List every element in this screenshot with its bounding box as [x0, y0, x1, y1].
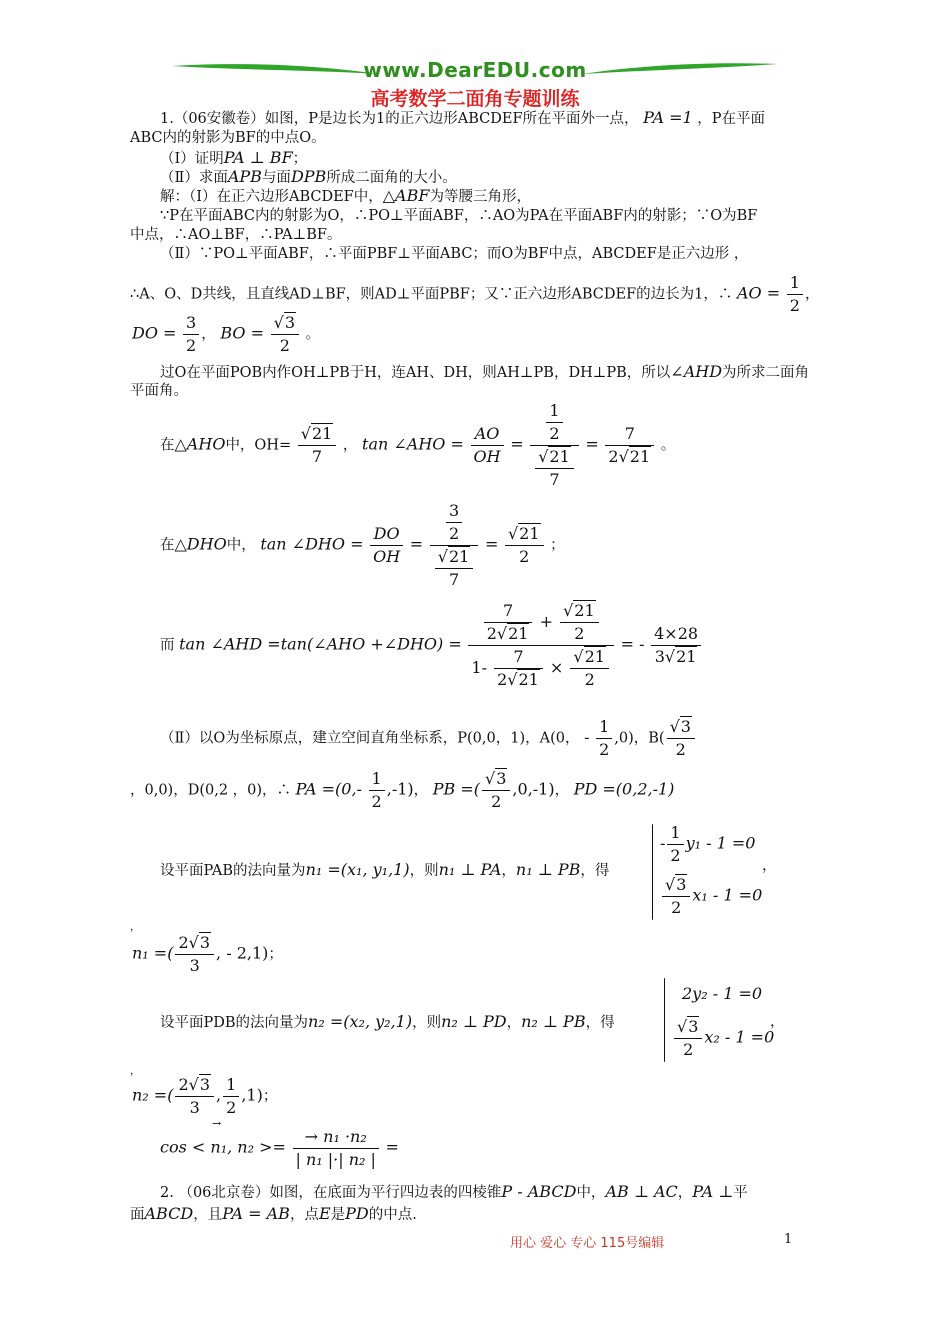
sol-text: ，: [804, 286, 820, 303]
sol-math: BO =: [220, 323, 265, 343]
fraction: $\frac{4\times 28}{3√21}$: [651, 623, 701, 668]
sol-text: （Ⅱ）以O为坐标原点，建立空间直角坐标系，P(0,0，1)，A(0，: [160, 730, 580, 747]
sol-text: 设平面PDB的法向量为: [160, 1015, 309, 1031]
eq-math: 1-: [471, 658, 487, 677]
sol-math: cos < n₁, n₂ >=: [160, 1137, 286, 1157]
sol-math: DO =: [132, 323, 177, 343]
sol-text: 。: [305, 326, 321, 343]
sol-math: △ABF: [382, 186, 430, 205]
sol-line4: （Ⅱ）∵PO⊥平面ABF，∴平面PBF⊥平面ABC；而O为BF中点，ABCDEF是正六边形 ，: [160, 246, 749, 262]
sol-math: n₁ ⊥ PA: [438, 860, 502, 879]
fraction: $\frac{√21}{7}$: [535, 446, 574, 491]
sol-line3: 中点，∴AO⊥BF，∴PA⊥BF。: [130, 227, 342, 243]
coord-line1: [160, 716, 697, 761]
sqrt: √3: [677, 1017, 699, 1036]
sol-math: n₁ =(x₁, y₁,1): [305, 860, 410, 879]
sol-math: n₂ =(x₂, y₂,1): [308, 1012, 413, 1031]
sol-math: ,1): [241, 1085, 263, 1105]
q2-text: 的中点.: [368, 1207, 417, 1223]
eq-text: 中，: [226, 537, 256, 554]
fraction: $\frac{1}{2}$: [596, 716, 612, 761]
sol-text: ，: [554, 782, 570, 799]
fraction: $\frac{1}{2}$: [369, 768, 385, 813]
eq-text: ；: [550, 537, 565, 554]
sol-text: ，: [201, 326, 216, 343]
fraction: $\frac{√21}{2}$: [560, 600, 599, 645]
fraction: $\frac{DO}{OH}$: [370, 523, 403, 568]
sol-math: y₁ - 1 =0: [685, 833, 756, 853]
eq-math: △DHO: [174, 534, 227, 554]
sqrt: √21: [573, 647, 605, 666]
sol-text: 设平面PAB的法向量为: [160, 863, 306, 879]
sol-text: ，则: [409, 863, 439, 879]
sol-math: , - 2,1): [216, 943, 269, 963]
eq-tan-dho: [160, 500, 565, 591]
n2-mark: ，: [130, 1066, 140, 1077]
q1-text: ；: [292, 151, 308, 167]
q2-text: 是: [330, 1207, 346, 1223]
sol-text: ,0)，B(: [614, 730, 665, 747]
sol-math: ,-1): [386, 779, 414, 799]
site-header: [170, 58, 780, 86]
fraction: $\frac{7}{2√21}$: [484, 600, 533, 645]
sol-math: x₁ - 1 =0: [692, 885, 763, 905]
eq-text: 而: [160, 637, 175, 654]
sol-text: ，: [413, 782, 429, 799]
eq-math: ×: [549, 658, 564, 677]
sol-math: x₂ - 1 =0: [704, 1027, 775, 1047]
sol-math: 2y₂ - 1 =0: [682, 984, 763, 1003]
sol-text: 为等腰三角形，: [429, 189, 531, 205]
n2-eq1: [682, 984, 762, 1005]
page-number: 1: [784, 1232, 793, 1247]
fraction: $\frac{√3}{2}$: [482, 768, 510, 813]
sol-text: ，得: [585, 1015, 615, 1031]
fraction: $\frac{3}{2}$: [183, 312, 199, 357]
sol-text: ，则: [412, 1015, 442, 1031]
sol-math: =: [385, 1137, 399, 1157]
fraction: $\frac{√21}{2}$: [505, 523, 544, 568]
vector-arrow: →: [212, 1117, 222, 1130]
n2-result: [132, 1074, 277, 1119]
fraction: $\frac{2√3}{3}$: [175, 1074, 214, 1119]
n2-line: [160, 1012, 615, 1033]
sol-text: 解：（Ⅰ）在正六边形ABCDEF中，: [160, 189, 383, 205]
q1-text: 所成二面角的大小。: [326, 170, 457, 186]
n1-eq2: [660, 874, 762, 919]
sqrt: √3: [188, 1075, 211, 1094]
sol-line7: [160, 362, 809, 383]
coord-line2: [130, 768, 674, 813]
fraction: [468, 600, 614, 691]
page-title: 高考数学二面角专题训练: [370, 88, 580, 110]
site-url: www.DearEDU.com: [363, 58, 587, 82]
q1-text: （Ⅱ）求面: [160, 170, 228, 186]
system-brace: [664, 978, 665, 1062]
sol-text: ；: [268, 946, 283, 963]
sol-math: PD =(0,2,-1): [573, 779, 675, 799]
sqrt: √3: [273, 313, 296, 332]
eq-math: =: [510, 434, 524, 454]
q1-math: PA ⊥ BF: [223, 148, 293, 167]
eq-math: =: [484, 534, 499, 554]
q1-math: DPB: [290, 167, 327, 186]
fraction: $\frac{7}{2√21}$: [605, 423, 654, 468]
sqrt: √3: [665, 875, 687, 894]
n1-result: [132, 932, 283, 977]
q2-math: P - ABCD: [501, 1182, 577, 1201]
fraction: $\frac{1}{2}$: [667, 822, 683, 867]
sqrt: √3: [188, 933, 211, 952]
n2-eq2: [672, 1016, 774, 1061]
sol-text: ，得: [580, 863, 610, 879]
q2-text: ，且: [193, 1207, 223, 1223]
eq-math: tan ∠AHD =tan(∠AHO +∠DHO) =: [179, 634, 462, 654]
q2-math: PA = AB: [222, 1204, 290, 1223]
fraction: $\frac{AO}{OH}$: [471, 423, 504, 468]
eq-math: △AHO: [174, 434, 226, 454]
sol-line5: [130, 272, 819, 317]
q2-text: 面: [130, 1207, 145, 1223]
q1-part1: [160, 148, 307, 169]
sqrt: √21: [437, 547, 470, 566]
fraction: $\frac{√3}{2}$: [662, 874, 690, 919]
sol-text: 过O在平面POB内作OH⊥PB于H，连AH、DH，则AH⊥PB，DH⊥PB，所以: [160, 365, 671, 381]
eq-text: 。: [660, 437, 676, 454]
q2-line2: [130, 1204, 417, 1225]
q2-math: PD: [345, 1204, 369, 1223]
fraction: $\frac{√3}{2}$: [674, 1016, 702, 1061]
q1-math: PA =1: [643, 108, 693, 127]
q1-math: APB: [227, 167, 262, 186]
eq-math: =: [585, 434, 599, 454]
fraction: $\frac{\text{→ n₁ ·n₂}}{\text{| n₁ |·| n₂ |}}$: [293, 1126, 379, 1171]
sol-text: ；: [262, 1088, 278, 1105]
q2-math: PA ⊥: [692, 1182, 734, 1201]
sol-math: -: [584, 727, 590, 747]
fraction: $\frac{√21}{7}$: [298, 423, 337, 468]
sol-math: n₁ =(: [132, 943, 174, 963]
sol-text: ∴A、O、D共线，且直线AD⊥BF，则AD⊥平面PBF；又∵正六边形ABCDEF的边长为1，∴: [130, 286, 733, 303]
fraction: [430, 500, 479, 591]
eq-math: = -: [620, 634, 645, 654]
sol-math: n₂ ⊥ PD: [441, 1012, 507, 1031]
q2-line1: [160, 1182, 748, 1203]
sol-line8: 平面角。: [130, 383, 188, 399]
page-footer: 用心 爱心 专心 115号编辑: [510, 1236, 665, 1251]
sol-math: n₁ ⊥ PB: [515, 860, 581, 879]
eq-math: +: [539, 612, 553, 631]
q1-line2: ABC内的射影为BF的中点O。: [130, 130, 326, 146]
eq-text: 中，OH=: [225, 437, 292, 454]
fraction: $\frac{√21}{2}$: [570, 646, 609, 691]
fraction: $\frac{2√3}{3}$: [175, 932, 214, 977]
sol-math: PA =(0,-: [295, 779, 362, 799]
eq-math: tan ∠AHO =: [362, 434, 464, 454]
sol-math: AO =: [736, 283, 781, 303]
q2-text: 2. （06北京卷）如图，在底面为平行四边表的四棱锥: [160, 1185, 502, 1201]
sqrt: √3: [669, 717, 691, 736]
q2-math: E: [318, 1204, 331, 1223]
sqrt: √21: [618, 447, 651, 466]
sol-line1: [160, 186, 531, 207]
fraction: $\frac{1}{2}$: [787, 272, 803, 317]
n1-mark: ，: [130, 922, 140, 933]
fraction: $\frac{√3}{2}$: [271, 312, 299, 357]
q2-text: ，点: [289, 1207, 319, 1223]
fraction: $\frac{√3}{2}$: [667, 716, 695, 761]
sol-math: ,0,-1): [512, 779, 555, 799]
q2-math: AB ⊥ AC: [605, 1182, 678, 1201]
system-brace: [652, 824, 653, 920]
n2-comma: ，: [770, 1014, 785, 1030]
q1-part2: [160, 167, 457, 188]
sol-text: 为所求二面角: [722, 365, 810, 381]
sqrt: √21: [538, 447, 570, 466]
q1-text: 与面: [261, 170, 291, 186]
sqrt: √21: [507, 670, 539, 689]
q2-text: 中，: [576, 1185, 606, 1201]
sqrt: √21: [664, 647, 697, 666]
q2-text: 平: [733, 1185, 748, 1201]
sol-text: ，: [501, 863, 516, 879]
cos-line: [160, 1126, 399, 1171]
sol-text: ，: [506, 1015, 522, 1031]
sqrt: √21: [300, 424, 333, 443]
n1-comma: ，: [762, 858, 777, 874]
fraction: $\frac{7}{2√21}$: [494, 646, 543, 691]
sol-text: ，0,0)，D(0,2 ，0)，∴: [130, 782, 292, 799]
sqrt: √21: [563, 601, 595, 620]
q2-math: ABCD: [144, 1204, 194, 1223]
n1-line: [160, 860, 609, 881]
sol-math: -: [660, 833, 666, 853]
eq-tan-ahd: [160, 600, 703, 691]
fraction: $\frac{√21}{7}$: [435, 546, 474, 591]
fraction: [530, 400, 579, 491]
eq-tan-aho: [160, 400, 675, 491]
q1-text: ，P在平面: [697, 111, 766, 127]
sqrt: √21: [507, 524, 540, 543]
sqrt: √21: [496, 624, 529, 643]
fraction: $\frac{1}{2}$: [546, 400, 562, 445]
sol-line6: [132, 312, 320, 357]
q2-text: ，: [677, 1185, 693, 1201]
n1-eq1: [660, 822, 755, 867]
q1-text: 1.（06安徽卷）如图，P是边长为1的正六边形ABCDEF所在平面外一点，: [160, 111, 639, 127]
sol-math: n₂ =(: [132, 1085, 174, 1105]
q1-text: （Ⅰ）证明: [160, 151, 224, 167]
sol-math: PB =(: [432, 779, 481, 799]
sqrt: √3: [485, 769, 507, 788]
eq-text: 在: [160, 537, 175, 554]
q1-line1: [160, 108, 765, 129]
sol-line2: ∵P在平面ABC内的射影为O，∴PO⊥平面ABF，∴AO为PA在平面ABF内的射影；∵O为BF: [160, 208, 758, 224]
sol-math: n₂ ⊥ PB: [521, 1012, 586, 1031]
fraction: $\frac{3}{2}$: [446, 500, 462, 545]
sol-math: ∠AHD: [670, 362, 723, 381]
eq-text: ，: [342, 437, 358, 454]
sol-math: ,: [216, 1085, 222, 1105]
fraction: $\frac{1}{2}$: [223, 1074, 239, 1119]
eq-math: =: [409, 534, 424, 554]
eq-math: tan ∠DHO =: [260, 534, 364, 554]
eq-text: 在: [160, 437, 175, 454]
